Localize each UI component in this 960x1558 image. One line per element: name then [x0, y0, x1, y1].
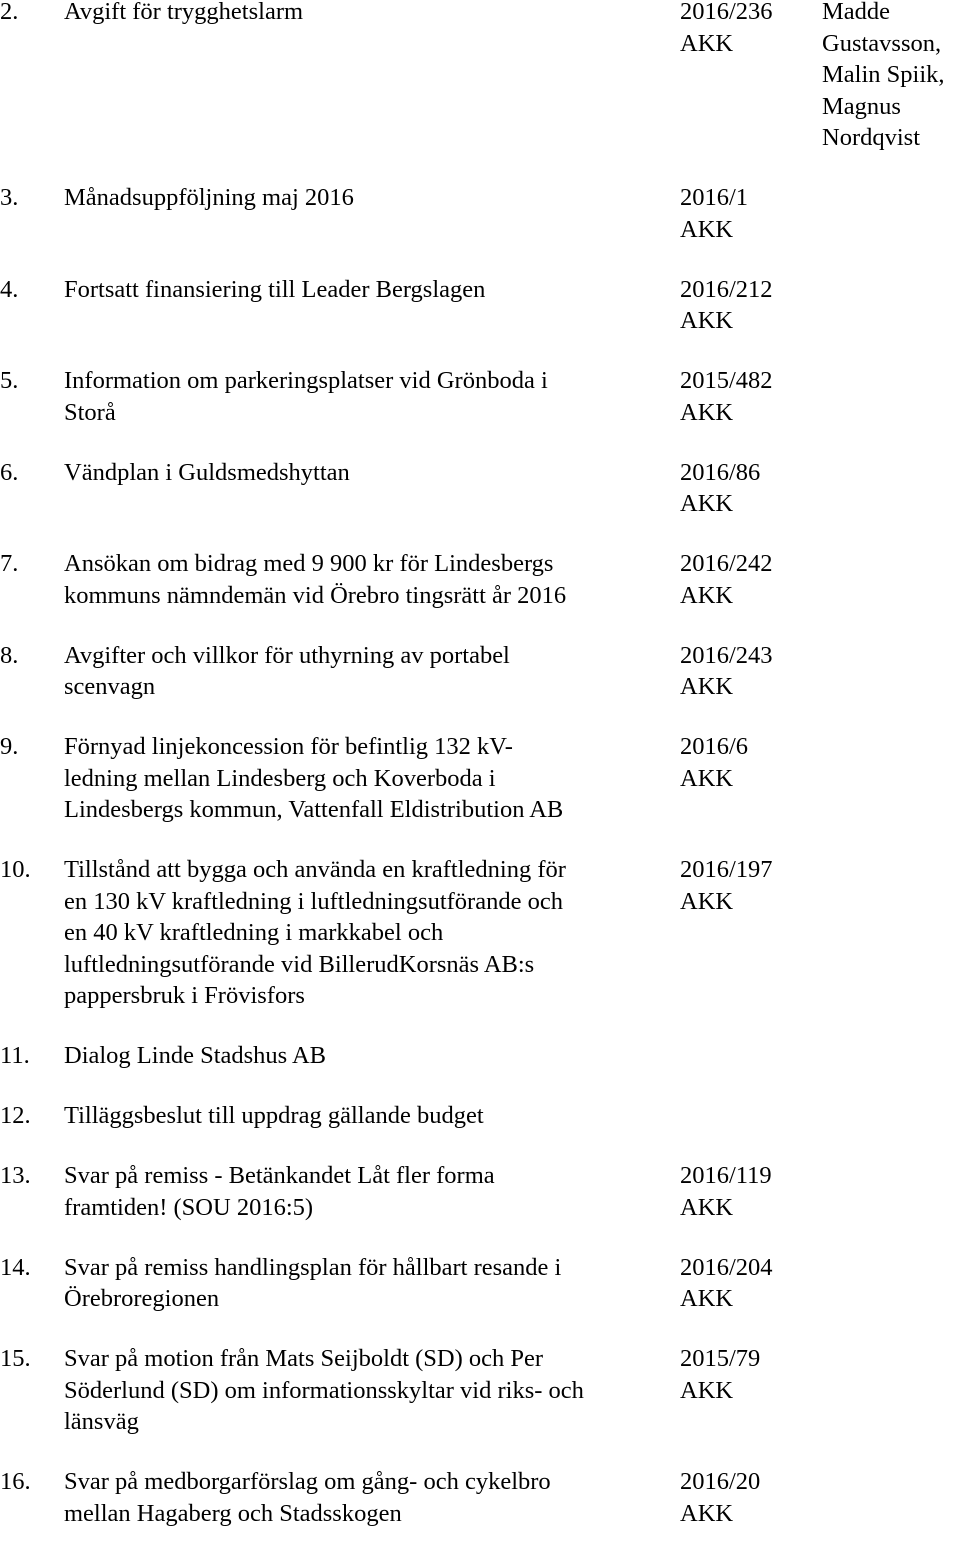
agenda-item: [0, 731, 960, 826]
diary-code: AKK: [680, 490, 734, 517]
item-title-line: Svar på remiss - Betänkandet Låt fler forma: [64, 1162, 495, 1189]
item-number: 12.: [0, 1102, 31, 1129]
item-diary-number: [680, 640, 800, 703]
diary-code: AKK: [680, 887, 734, 915]
item-title-line: Förnyad linjekoncession för befintlig 132 kV-: [64, 733, 513, 760]
diary-code: AKK: [680, 215, 734, 243]
item-number: 8.: [0, 641, 19, 669]
diary-code: AKK: [680, 673, 734, 700]
diary-number: 2016/236: [680, 0, 773, 25]
item-title-line: kommuns nämndemän vid Örebro tingsrätt år 2016: [64, 581, 567, 609]
agenda-item: [0, 1100, 960, 1132]
item-title: [64, 0, 664, 28]
diary-number: 2016/6: [680, 733, 749, 760]
diary-code: AKK: [680, 1376, 734, 1404]
diary-number: 2016/86: [680, 458, 761, 486]
responsible-name-line: Madde: [822, 0, 891, 25]
item-title-line: Svar på medborgarförslag om gång- och cykelbro: [64, 1468, 551, 1495]
item-title: [64, 1100, 664, 1132]
item-title: [64, 457, 664, 489]
diary-number: 2015/482: [680, 367, 773, 394]
item-title-line: Månadsuppföljning maj 2016: [64, 184, 354, 211]
diary-code: AKK: [680, 307, 734, 334]
diary-code: AKK: [680, 581, 734, 609]
item-title-line: pappersbruk i Frövisfors: [64, 982, 305, 1009]
item-number: 9.: [0, 733, 19, 760]
item-title-line: Fortsatt finansiering till Leader Bergslagen: [64, 275, 486, 303]
diary-code: AKK: [680, 29, 734, 57]
diary-code: AKK: [680, 1193, 734, 1221]
item-diary-number: [680, 1466, 800, 1529]
item-number: 5.: [0, 367, 19, 394]
diary-number: 2016/197: [680, 856, 773, 883]
item-title: [64, 854, 664, 1012]
item-title: [64, 274, 664, 306]
item-title-line: Tillstånd att bygga och använda en kraftledning för: [64, 856, 566, 883]
diary-code: AKK: [680, 1285, 734, 1312]
item-title: [64, 1160, 664, 1223]
item-title-line: scenvagn: [64, 673, 156, 700]
agenda-item: [0, 1343, 960, 1438]
item-title-line: Information om parkeringsplatser vid Grönboda i: [64, 367, 548, 394]
item-diary-number: [680, 548, 800, 611]
diary-number: 2016/20: [680, 1468, 761, 1495]
item-diary-number: [680, 182, 800, 245]
agenda-item: [0, 854, 960, 1012]
item-number: 7.: [0, 550, 19, 577]
item-number: 6.: [0, 458, 19, 486]
item-title-line: Dialog Linde Stadshus AB: [64, 1042, 327, 1069]
item-title-line: länsväg: [64, 1408, 139, 1435]
item-title: [64, 1466, 664, 1529]
item-title: [64, 1343, 664, 1438]
item-title-line: en 40 kV kraftledning i markkabel och: [64, 919, 444, 946]
agenda-item: [0, 548, 960, 611]
item-number: 4.: [0, 275, 19, 303]
item-title-line: Storå: [64, 398, 116, 426]
item-diary-number: [680, 1252, 800, 1315]
agenda-item: [0, 365, 960, 428]
agenda-item: [0, 274, 960, 337]
item-title-line: ledning mellan Lindesberg och Koverboda i: [64, 764, 496, 792]
item-title: [64, 640, 664, 703]
item-diary-number: [680, 274, 800, 337]
responsible-name-line: Nordqvist: [822, 124, 920, 151]
agenda-item: [0, 182, 960, 245]
item-title-line: Svar på motion från Mats Seijboldt (SD) och Per: [64, 1345, 544, 1372]
responsible-name-line: Malin Spiik,: [822, 61, 945, 88]
agenda-item: [0, 1252, 960, 1315]
item-title: [64, 548, 664, 611]
diary-number: 2016/242: [680, 550, 773, 577]
item-title-line: framtiden! (SOU 2016:5): [64, 1193, 314, 1221]
item-number: 10.: [0, 856, 31, 883]
item-responsible: [822, 0, 960, 154]
item-number: 16.: [0, 1468, 31, 1495]
agenda-item: [0, 1466, 960, 1529]
diary-number: 2016/212: [680, 275, 773, 303]
item-title-line: Avgift för trygghetslarm: [64, 0, 304, 25]
item-title-line: Söderlund (SD) om informationsskyltar vid riks- och: [64, 1376, 584, 1404]
diary-code: AKK: [680, 1499, 734, 1527]
agenda-item: [0, 457, 960, 520]
item-diary-number: [680, 731, 800, 794]
agenda-item: [0, 640, 960, 703]
diary-number: 2016/204: [680, 1253, 773, 1281]
item-title-line: mellan Hagaberg och Stadsskogen: [64, 1499, 402, 1527]
item-number: 3.: [0, 184, 19, 211]
item-title: [64, 365, 664, 428]
item-title-line: luftledningsutförande vid BillerudKorsnäs AB:s: [64, 950, 535, 978]
item-title-line: en 130 kV kraftledning i luftledningsutförande och: [64, 887, 563, 915]
responsible-name-line: Gustavsson,: [822, 29, 942, 57]
item-title-line: Lindesbergs kommun, Vattenfall Eldistribution AB: [64, 796, 564, 823]
item-title: [64, 1040, 664, 1072]
item-number: 2.: [0, 0, 19, 25]
item-title-line: Svar på remiss handlingsplan för hållbart resande i: [64, 1253, 562, 1281]
agenda-item: [0, 1040, 960, 1072]
item-diary-number: [680, 365, 800, 428]
item-diary-number: [680, 1160, 800, 1223]
item-diary-number: [680, 457, 800, 520]
item-number: 13.: [0, 1162, 31, 1189]
diary-number: 2015/79: [680, 1345, 761, 1372]
item-title: [64, 182, 664, 214]
diary-number: 2016/243: [680, 641, 773, 669]
diary-number: 2016/1: [680, 184, 749, 211]
agenda-item: [0, 1160, 960, 1223]
item-diary-number: [680, 854, 800, 917]
item-number: 15.: [0, 1345, 31, 1372]
item-number: 11.: [0, 1042, 30, 1069]
agenda-item: [0, 0, 960, 154]
diary-code: AKK: [680, 398, 734, 426]
item-number: 14.: [0, 1253, 31, 1281]
item-title-line: Avgifter och villkor för uthyrning av portabel: [64, 641, 510, 669]
diary-code: AKK: [680, 764, 734, 792]
diary-number: 2016/119: [680, 1162, 772, 1189]
responsible-name-line: Magnus: [822, 92, 901, 120]
item-title-line: Örebroregionen: [64, 1285, 220, 1312]
item-diary-number: [680, 1343, 800, 1406]
item-title: [64, 731, 664, 826]
item-title-line: Tilläggsbeslut till uppdrag gällande budget: [64, 1102, 484, 1129]
item-title-line: Vändplan i Guldsmedshyttan: [64, 458, 350, 486]
item-title: [64, 1252, 664, 1315]
item-title-line: Ansökan om bidrag med 9 900 kr för Lindesbergs: [64, 550, 554, 577]
item-diary-number: [680, 0, 800, 59]
